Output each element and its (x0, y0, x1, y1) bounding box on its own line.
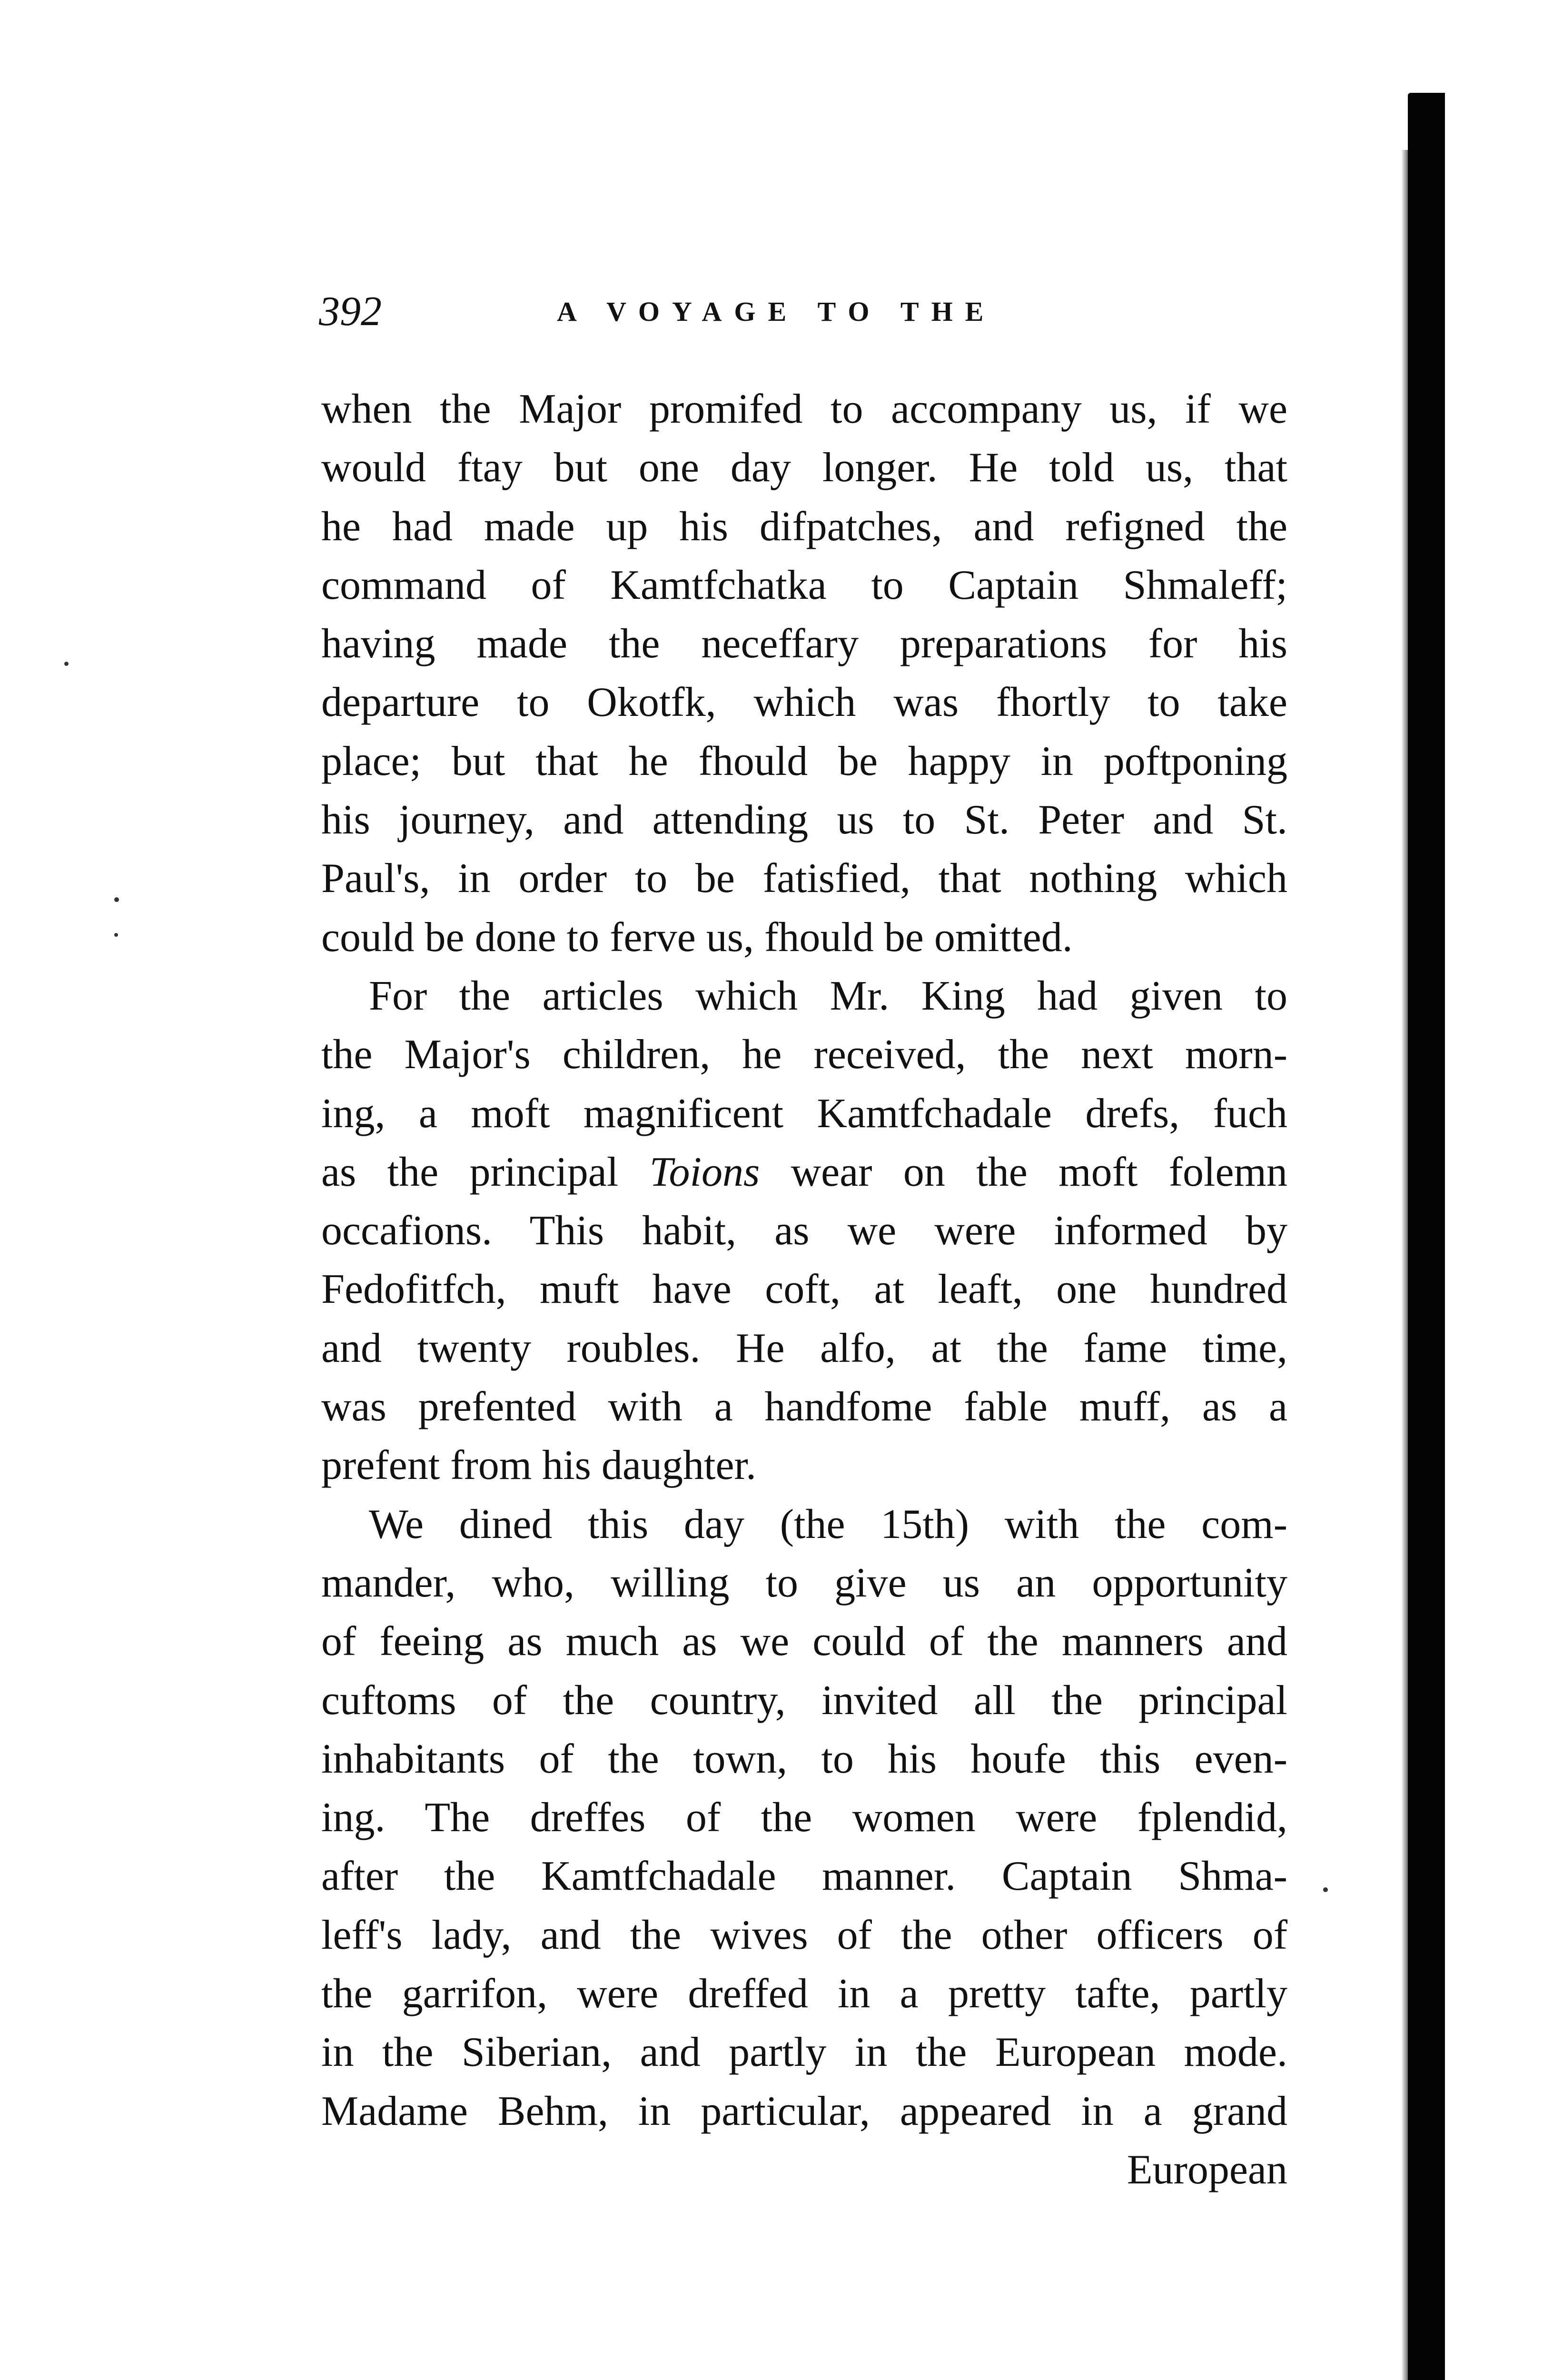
text-line: Fedofitfch, muft have coft, at leaft, one hundred (321, 1266, 1287, 1313)
text-line: cuftoms of the country, invited all the principal (321, 1677, 1287, 1724)
text-line: prefent from his daughter. (321, 1442, 756, 1489)
running-head: A VOYAGE TO THE (557, 296, 996, 327)
text-line: ing. The dreffes of the women were fplendid, (321, 1795, 1287, 1841)
text-line: inhabitants of the town, to his houfe this even- (321, 1735, 1287, 1782)
text-line: in the Siberian, and partly in the European mode. (321, 2029, 1287, 2076)
scan-speck (64, 662, 69, 666)
text-line: could be done to ferve us, fhould be omitted. (321, 914, 1073, 961)
scan-speck (114, 897, 119, 902)
text-line: leff's lady, and the wives of the other officers of (321, 1912, 1287, 1958)
text-line: having made the neceffary preparations for his (321, 621, 1287, 667)
text-line: when the Major promifed to accompany us, if we (321, 386, 1287, 432)
body-text (321, 380, 1287, 2199)
text-line: and twenty roubles. He alfo, at the fame time, (321, 1325, 1287, 1371)
text-line: mander, who, willing to give us an opportunity (321, 1559, 1287, 1606)
text-line: of feeing as much as we could of the manners and (321, 1618, 1287, 1665)
text-line: Madame Behm, in particular, appeared in a grand (321, 2088, 1287, 2134)
catchword: European (1127, 2146, 1287, 2193)
text-line: he had made up his difpatches, and refigned the (321, 503, 1287, 550)
scan-speck (1323, 1887, 1328, 1892)
binding-edge-shadow (1408, 93, 1445, 2380)
page-number: 392 (319, 288, 382, 335)
text-line: was prefented with a handfome fable muff, as a (321, 1384, 1287, 1430)
text-line: command of Kamtfchatka to Captain Shmaleff; (321, 562, 1287, 608)
text-line: the garrifon, were dreffed in a pretty tafte, partly (321, 1971, 1287, 2017)
text-line: place; but that he fhould be happy in poftponing (321, 738, 1287, 784)
italic-term: Toions (649, 1149, 760, 1195)
scan-speck (114, 933, 118, 937)
text-line: would ftay but one day longer. He told us, that (321, 445, 1287, 491)
text-line: We dined this day (the 15th) with the com- (369, 1501, 1287, 1547)
text-line: Paul's, in order to be fatisfied, that nothing which (321, 855, 1287, 902)
text-line: the Major's children, he received, the next morn- (321, 1031, 1287, 1078)
text-line: after the Kamtfchadale manner. Captain Shma- (321, 1853, 1287, 1900)
text-line: departure to Okotfk, which was fhortly to take (321, 679, 1287, 726)
text-line: ing, a moft magnificent Kamtfchadale drefs, fuch (321, 1090, 1287, 1137)
text-line: For the articles which Mr. King had given to (369, 972, 1287, 1019)
text-line: as the principal Toions wear on the moft folemn (321, 1149, 1287, 1195)
text-line: his journey, and attending us to St. Peter and St. (321, 797, 1287, 843)
text-line: occafions. This habit, as we were informed by (321, 1208, 1287, 1254)
page-header (319, 286, 1309, 338)
